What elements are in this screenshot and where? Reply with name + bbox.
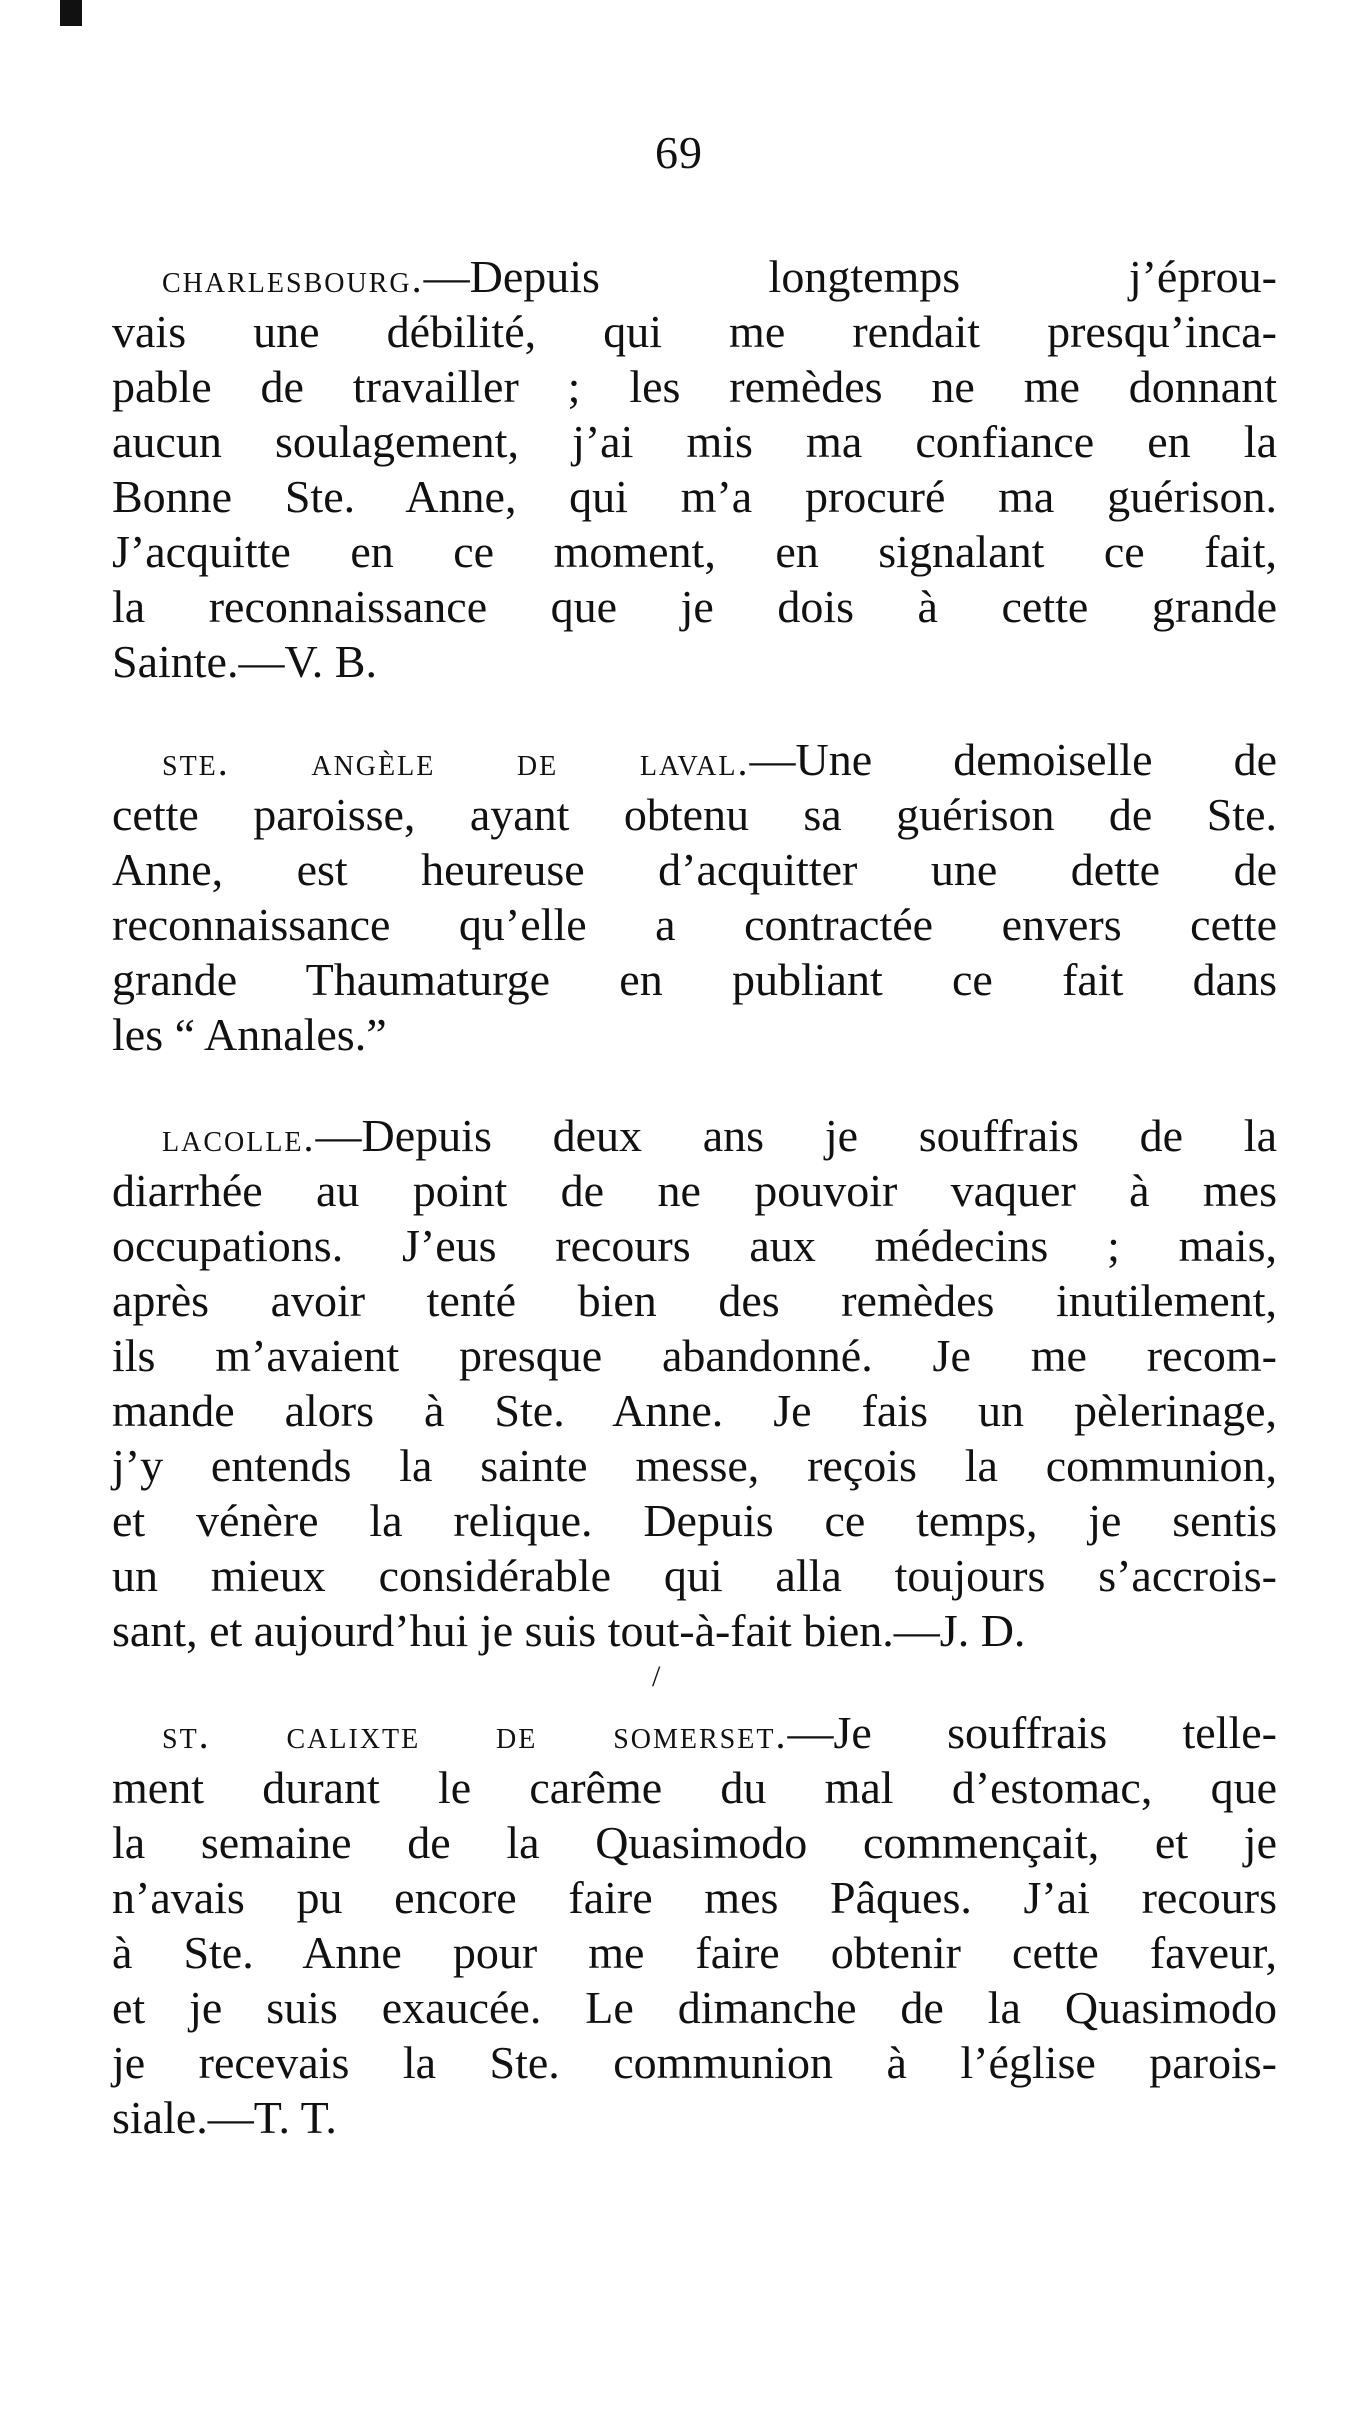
paragraph-line: mande alors à Ste. Anne. Je fais un pèlerinage, <box>112 1385 1277 1436</box>
paragraph-line: occupations. J’eus recours aux médecins ; mais, <box>112 1220 1277 1271</box>
paragraph-line: st. calixte de somerset.—Je souffrais telle- <box>162 1707 1277 1758</box>
ink-stray-mark: / <box>652 1660 661 1693</box>
page-number: 69 <box>655 127 703 178</box>
paragraph-line: j’y entends la sainte messe, reçois la communion, <box>112 1440 1277 1491</box>
paragraph-line: et vénère la relique. Depuis ce temps, je sentis <box>112 1495 1277 1546</box>
paragraph-line: Sainte.—V. B. <box>112 636 377 687</box>
paragraph-line: un mieux considérable qui alla toujours s’accrois- <box>112 1550 1277 1601</box>
paragraph-line: lacolle.—Depuis deux ans je souffrais de la <box>162 1110 1277 1161</box>
place-name: charlesbourg. <box>162 256 424 301</box>
paragraph-line: vais une débilité, qui me rendait presqu’inca- <box>112 306 1277 357</box>
paragraph-line: siale.—T. T. <box>112 2092 337 2143</box>
paragraph-line: grande Thaumaturge en publiant ce fait dans <box>112 954 1277 1005</box>
paragraph-line: les “ Annales.” <box>112 1009 387 1060</box>
paragraph-line: ils m’avaient presque abandonné. Je me recom- <box>112 1330 1277 1381</box>
paragraph-line: pable de travailler ; les remèdes ne me donnant <box>112 361 1277 412</box>
paragraph-line: et je suis exaucée. Le dimanche de la Quasimodo <box>112 1982 1277 2033</box>
paragraph-line: sant, et aujourd’hui je suis tout-à-fait bien.—J. D. <box>112 1605 1026 1656</box>
paragraph-line: ment durant le carême du mal d’estomac, que <box>112 1762 1277 1813</box>
paragraph-line: diarrhée au point de ne pouvoir vaquer à mes <box>112 1165 1277 1216</box>
paragraph-line: la semaine de la Quasimodo commençait, et je <box>112 1817 1277 1868</box>
place-name: lacolle. <box>162 1115 316 1160</box>
testimony-lacolle <box>112 1108 1277 1658</box>
paragraph-line: J’acquitte en ce moment, en signalant ce fait, <box>112 526 1277 577</box>
testimony-st-calixte-de-somerset <box>112 1705 1277 2145</box>
place-name: st. calixte de somerset. <box>162 1712 788 1757</box>
paragraph-line: aucun soulagement, j’ai mis ma confiance en la <box>112 416 1277 467</box>
paragraph-line: Anne, est heureuse d’acquitter une dette de <box>112 844 1277 895</box>
place-name: ste. angèle de laval. <box>162 739 750 784</box>
paragraph-line: je recevais la Ste. communion à l’église parois- <box>112 2037 1277 2088</box>
testimony-charlesbourg <box>112 249 1277 689</box>
testimony-ste-angele-de-laval <box>112 732 1277 1062</box>
paragraph-line: cette paroisse, ayant obtenu sa guérison de Ste. <box>112 789 1277 840</box>
paragraph-line: reconnaissance qu’elle a contractée envers cette <box>112 899 1277 950</box>
paragraph-line: ste. angèle de laval.—Une demoiselle de <box>162 734 1278 785</box>
paragraph-line: à Ste. Anne pour me faire obtenir cette faveur, <box>112 1927 1277 1978</box>
paragraph-line: Bonne Ste. Anne, qui m’a procuré ma guérison. <box>112 471 1277 522</box>
paragraph-line: charlesbourg.—Depuis longtemps j’éprou- <box>162 251 1277 302</box>
paragraph-line: après avoir tenté bien des remèdes inutilement, <box>112 1275 1277 1326</box>
paragraph-line: la reconnaissance que je dois à cette grande <box>112 581 1277 632</box>
scan-corner-mark <box>60 0 82 26</box>
paragraph-line: n’avais pu encore faire mes Pâques. J’ai recours <box>112 1872 1277 1923</box>
